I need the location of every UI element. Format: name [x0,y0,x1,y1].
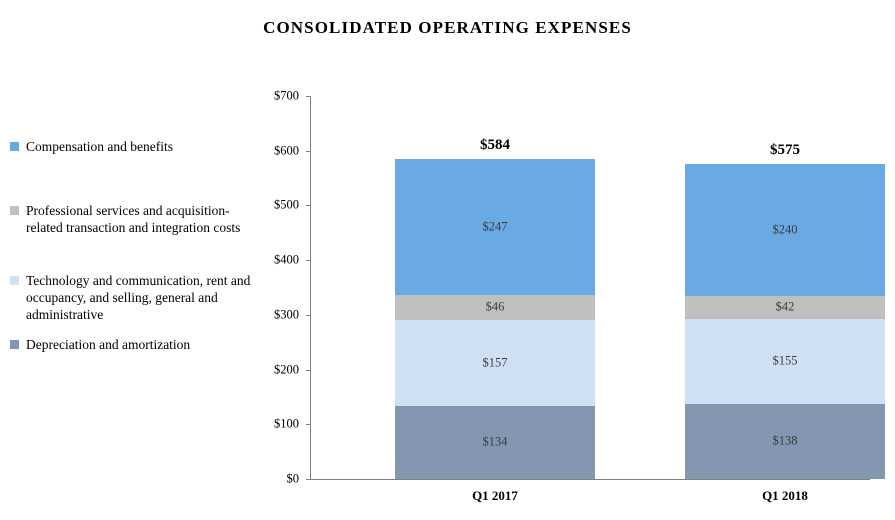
y-axis-tick [274,88,310,103]
legend-item-depreciation-and-amortization [8,336,190,353]
bar-segment-value-label: $134 [482,434,508,449]
plot-area [274,88,870,503]
y-axis-tick [274,362,310,377]
y-axis-tick [274,416,310,431]
legend-item-compensation-and-benefits [8,138,173,155]
bar-segment [685,296,885,319]
bar-segment-value-label: $155 [772,353,798,368]
legend-swatch-icon [10,206,19,215]
legend-swatch-icon [10,276,19,285]
bar-segment-value-label: $138 [772,433,798,448]
legend-item-professional-services [8,202,254,236]
y-axis-tick [286,471,310,486]
legend-item-technology-and-communication [8,272,254,323]
legend-swatch-icon [10,142,19,151]
bar-segment-value-label: $157 [482,355,508,370]
bar-segment [395,295,595,320]
bar-group [395,137,595,479]
y-axis-tick-label: $100 [274,416,299,431]
y-axis-tick-label: $0 [286,471,299,486]
y-axis-tick [274,143,310,158]
legend-swatch-icon [10,340,19,349]
bar-segment [395,159,595,294]
bar-total-label: $575 [770,142,800,159]
bar-segment [685,164,885,295]
bar-segment-value-label: $42 [775,299,795,314]
y-axis-tick-label: $300 [274,307,299,322]
bar-total-label: $584 [480,137,510,154]
y-axis-tick [274,307,310,322]
bar-group [685,142,885,479]
legend-item-label: Technology and communication, rent and occupancy, and selling, general and administrative [26,273,251,322]
y-axis-line [310,96,311,480]
legend-item-label: Professional services and acquisition-related transaction and integration costs [26,203,241,235]
legend-item-label: Depreciation and amortization [26,337,191,352]
y-axis-tick-label: $700 [274,88,299,103]
chart-title: CONSOLIDATED OPERATING EXPENSES [263,18,632,37]
x-axis-line [310,479,870,480]
y-axis-tick-label: $500 [274,197,299,212]
y-axis-tick-label: $600 [274,143,299,158]
y-axis-tick [274,197,310,212]
y-axis-tick-label: $200 [274,362,299,377]
bar-segment-value-label: $240 [772,222,798,237]
bar-segment [685,319,885,404]
y-axis-tick [274,252,310,267]
bar-segment-value-label: $46 [485,299,505,314]
bar-segment [395,406,595,479]
bar-segment [685,404,885,480]
x-axis-category-label: Q1 2018 [762,488,808,503]
bar-segment-value-label: $247 [482,219,508,234]
y-axis-tick-label: $400 [274,252,299,267]
x-axis-category-label: Q1 2017 [472,488,518,503]
legend-item-label: Compensation and benefits [26,139,173,154]
bar-segment [395,320,595,406]
